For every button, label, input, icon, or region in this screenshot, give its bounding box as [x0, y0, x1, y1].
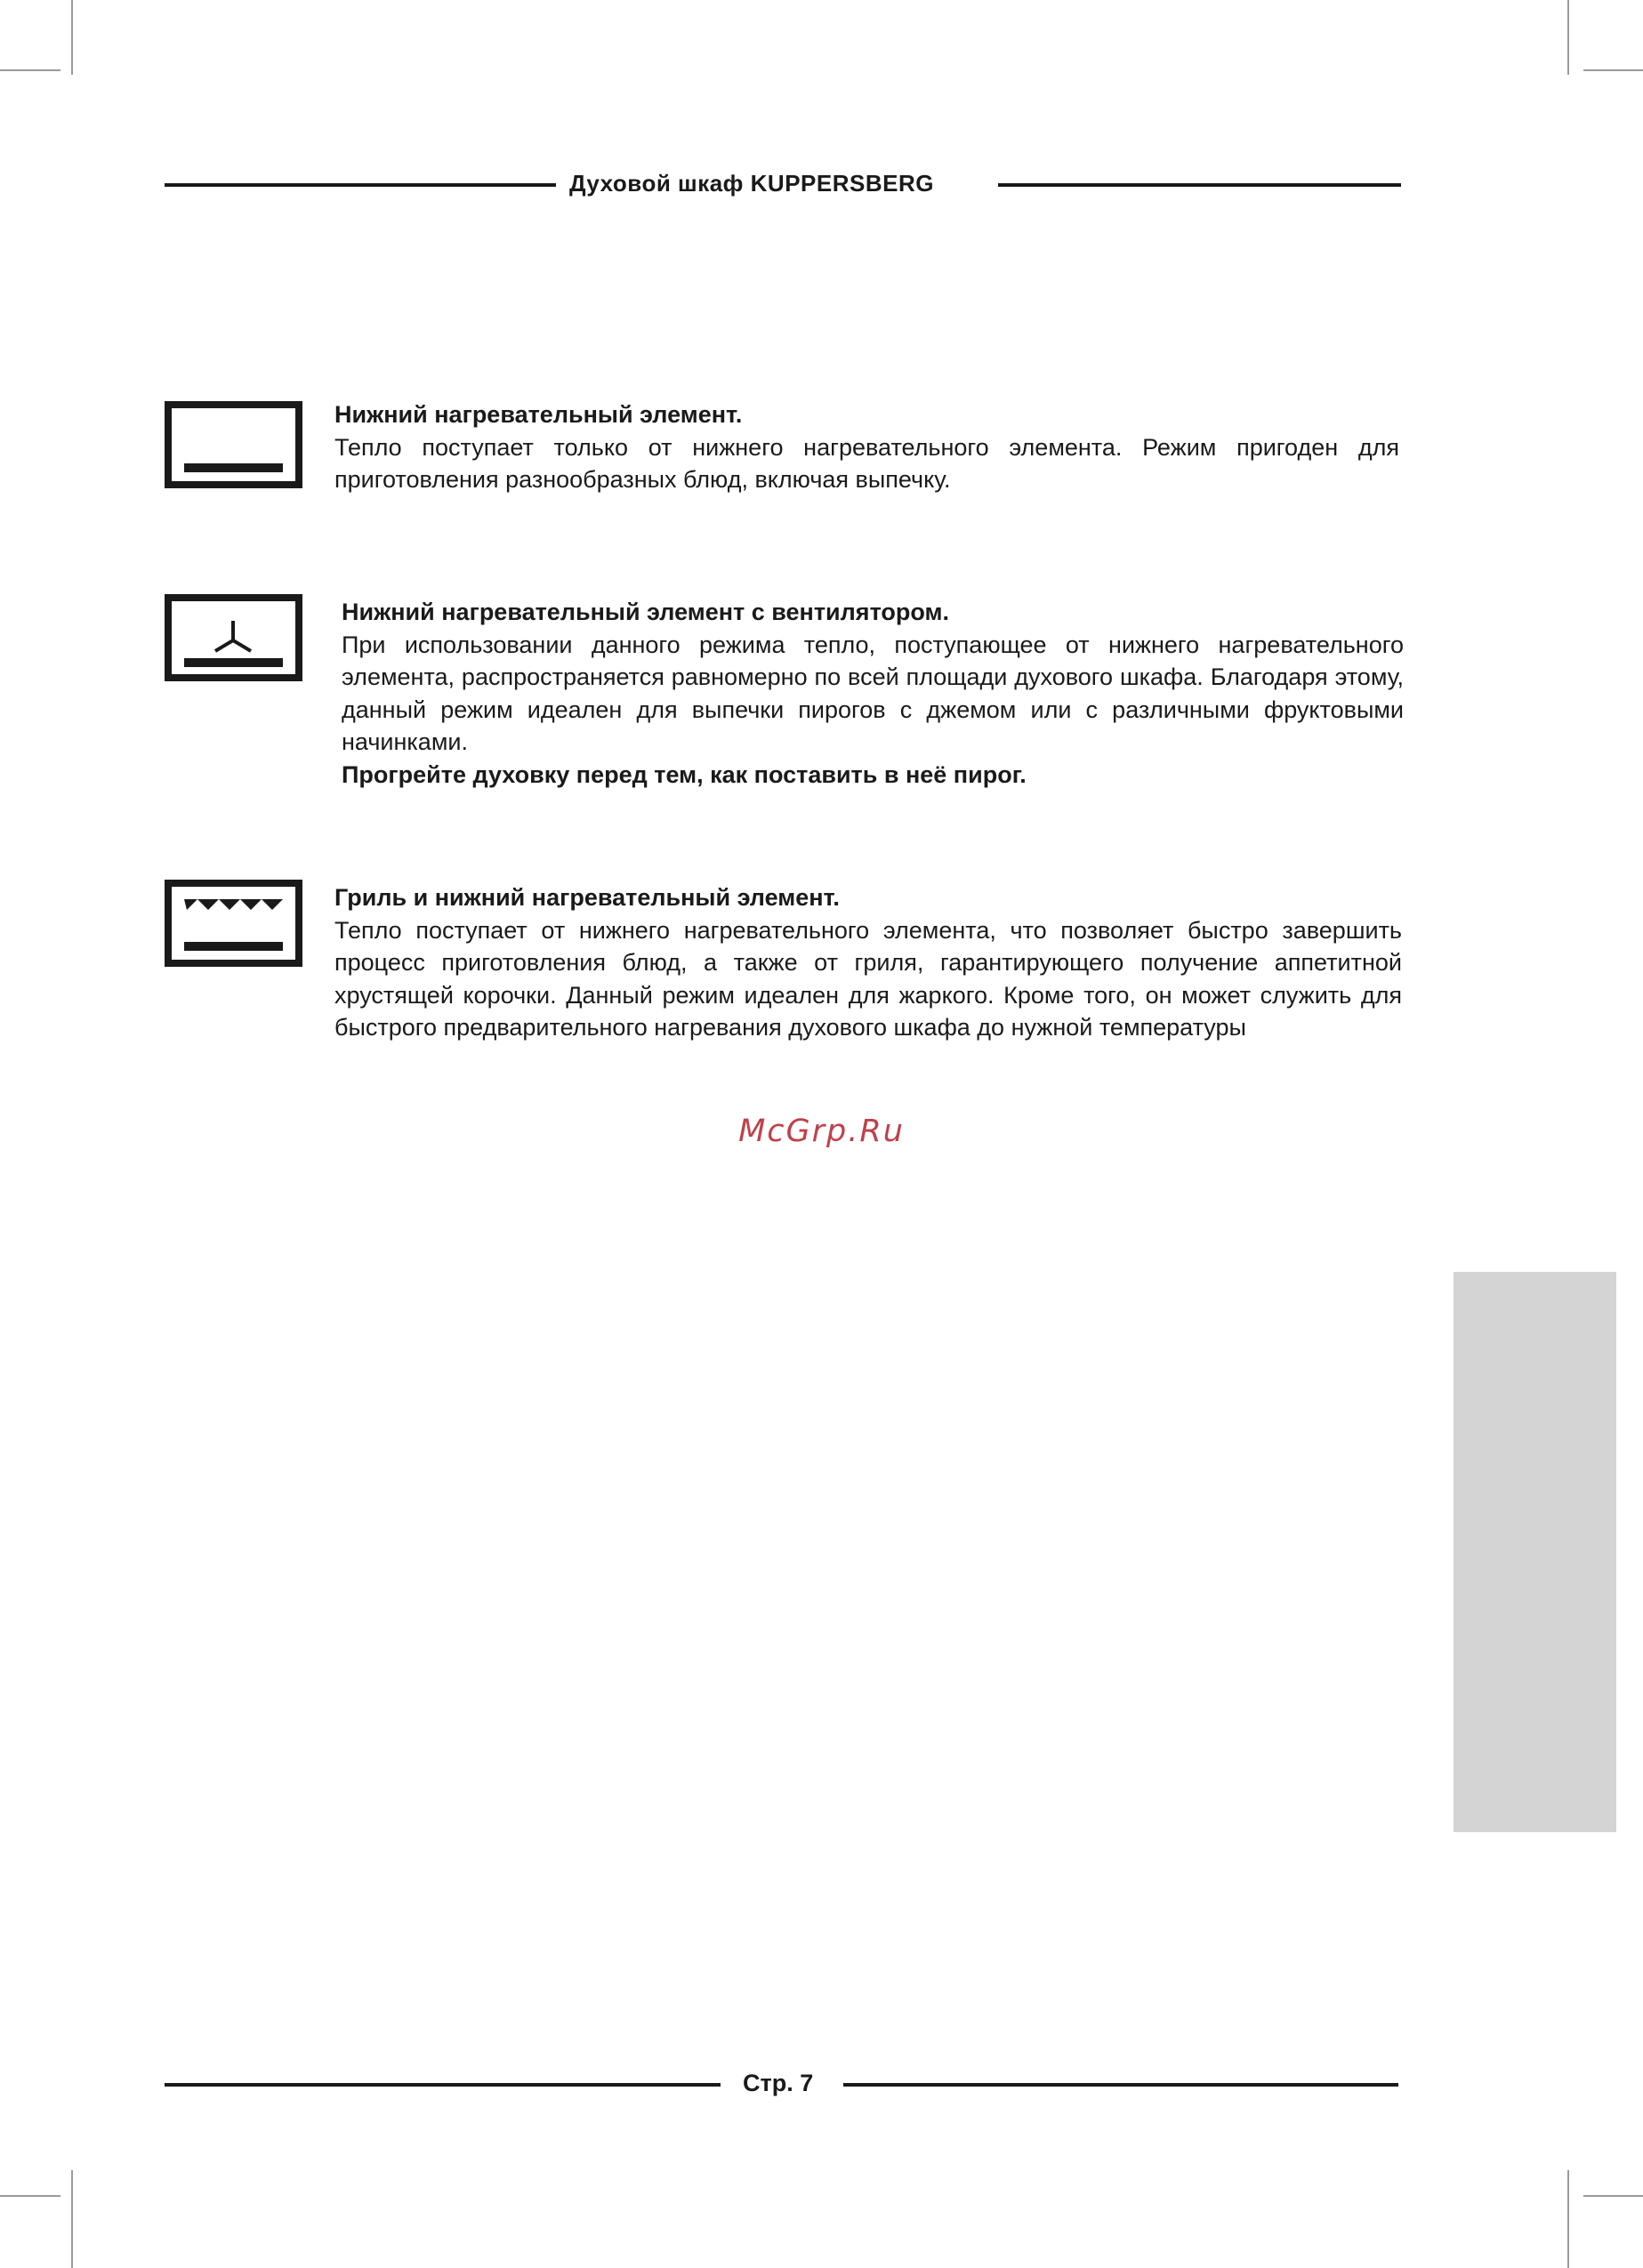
side-tab — [1454, 1272, 1616, 1832]
mode-description: При использовании данного режима тепло, поступающее от нижнего нагревательного элемента, распространяется равномерно по всей площади духового шкафа. Благодаря этому, данный режим идеален для выпечки пирогов с джемом или с различными фруктовыми начинками. — [342, 631, 1404, 755]
watermark: McGrp.Ru — [738, 1114, 905, 1149]
header-title: Духовой шкаф KUPPERSBERG — [569, 170, 934, 197]
header-rule-right — [998, 183, 1401, 187]
header-rule-left — [165, 183, 556, 187]
mode-title: Нижний нагревательный элемент с вентилятором. — [342, 599, 950, 625]
mode-grill-bottom-heat — [334, 881, 1402, 1044]
page-number: Стр. 7 — [743, 2070, 814, 2096]
crop-mark — [1567, 0, 1569, 75]
mode-title: Нижний нагревательный элемент. — [334, 401, 743, 428]
crop-mark — [71, 2170, 73, 2268]
crop-mark — [1567, 2170, 1569, 2268]
mode-description: Тепло поступает только от нижнего нагревательного элемента. Режим пригоден для приготовления разнообразных блюд, включая выпечку. — [334, 433, 1399, 493]
footer-rule-right — [843, 2083, 1398, 2087]
bottom-heat-icon — [165, 401, 302, 488]
crop-mark — [0, 69, 60, 71]
crop-mark — [1583, 69, 1643, 71]
grill-bottom-heat-icon — [165, 880, 302, 967]
mode-bottom-heat — [334, 398, 1399, 496]
mode-title: Гриль и нижний нагревательный элемент. — [334, 884, 840, 911]
crop-mark — [1583, 2195, 1643, 2197]
mode-note: Прогрейте духовку перед тем, как поставить в неё пирог. — [342, 760, 1027, 788]
crop-mark — [0, 2195, 60, 2197]
crop-mark — [71, 0, 73, 75]
footer-rule-left — [165, 2083, 721, 2087]
mode-description: Тепло поступает от нижнего нагревательного элемента, что позволяет быстро завершить процесс приготовления блюд, а также от гриля, гарантирующего получение аппетитной хрустящей корочки. Данный режим идеален для жаркого. Кроме того, он может служить для быстрого предварительного нагревания духового шкафа до нужной температуры — [334, 916, 1402, 1041]
bottom-heat-fan-icon — [165, 594, 302, 681]
mode-bottom-heat-fan — [342, 596, 1404, 791]
